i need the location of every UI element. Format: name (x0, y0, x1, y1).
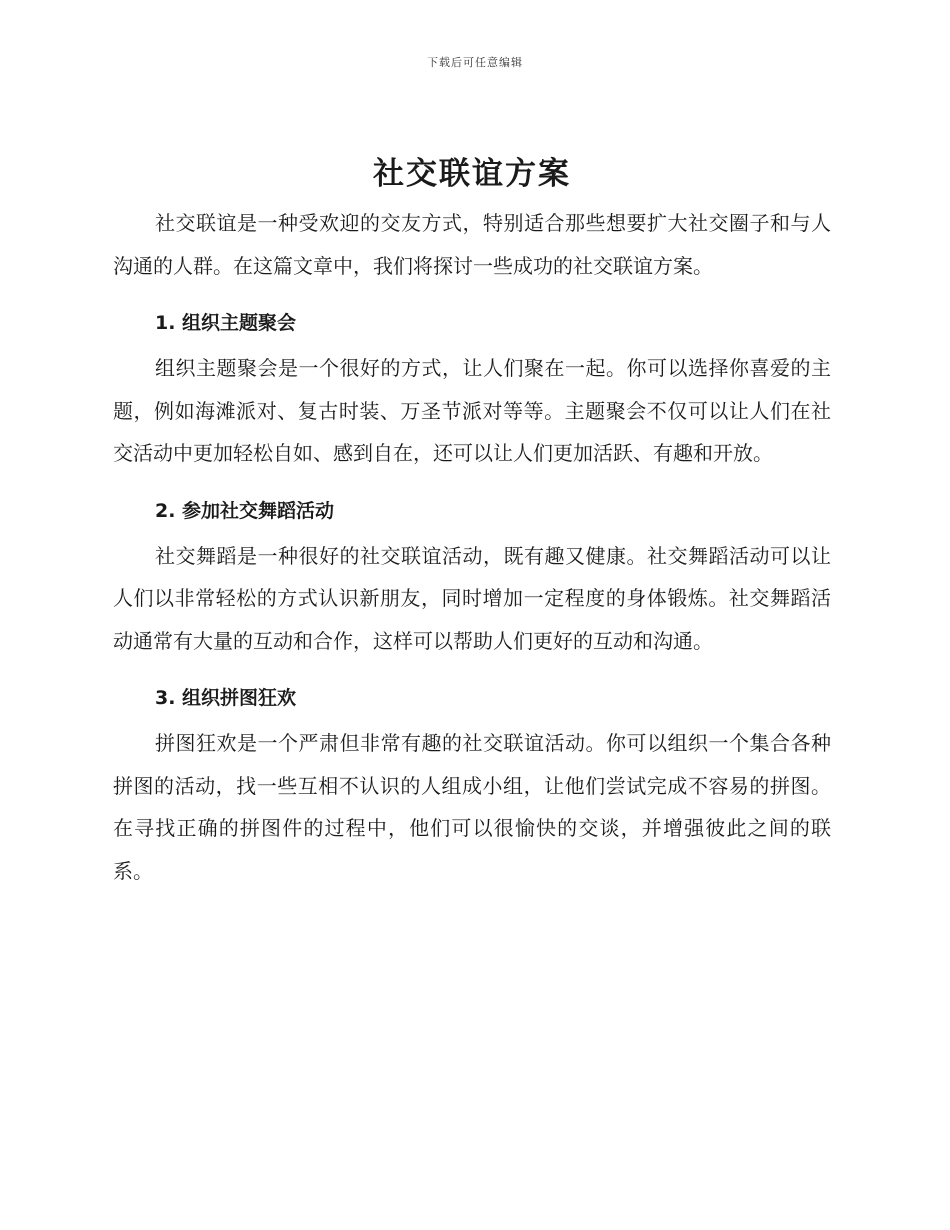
section-heading-2: 2. 参加社交舞蹈活动 (155, 499, 335, 522)
document-content (113, 150, 831, 892)
section-heading-3: 3. 组织拼图狂欢 (155, 687, 297, 709)
section-body-1: 组织主题聚会是一个很好的方式，让人们聚在一起。你可以选择你喜爱的主题，例如海滩派对、复古时装、万圣节派对等等。主题聚会不仅可以让人们在社交活动中更加轻松自如、感到自在，还可以让人们更加活跃、有趣和开放。 (113, 356, 831, 465)
section-heading-1: 1. 组织主题聚会 (155, 312, 297, 334)
header-note: 下载后可任意编辑 (427, 56, 523, 69)
document-title: 社交联谊方案 (373, 156, 571, 192)
section-body-3: 拼图狂欢是一个严肃但非常有趣的社交联谊活动。你可以组织一个集合各种拼图的活动，找一些互相不认识的人组成小组，让他们尝试完成不容易的拼图。在寻找正确的拼图件的过程中，他们可以很愉快的交谈，并增强彼此之间的联系。 (113, 731, 831, 883)
intro-paragraph: 社交联谊是一种受欢迎的交友方式，特别适合那些想要扩大社交圈子和与人沟通的人群。在这篇文章中，我们将探讨一些成功的社交联谊方案。 (113, 211, 831, 278)
section-body-2: 社交舞蹈是一种很好的社交联谊活动，既有趣又健康。社交舞蹈活动可以让人们以非常轻松的方式认识新朋友，同时增加一定程度的身体锻炼。社交舞蹈活动通常有大量的互动和合作，这样可以帮助人们更好的互动和沟通。 (113, 543, 831, 653)
